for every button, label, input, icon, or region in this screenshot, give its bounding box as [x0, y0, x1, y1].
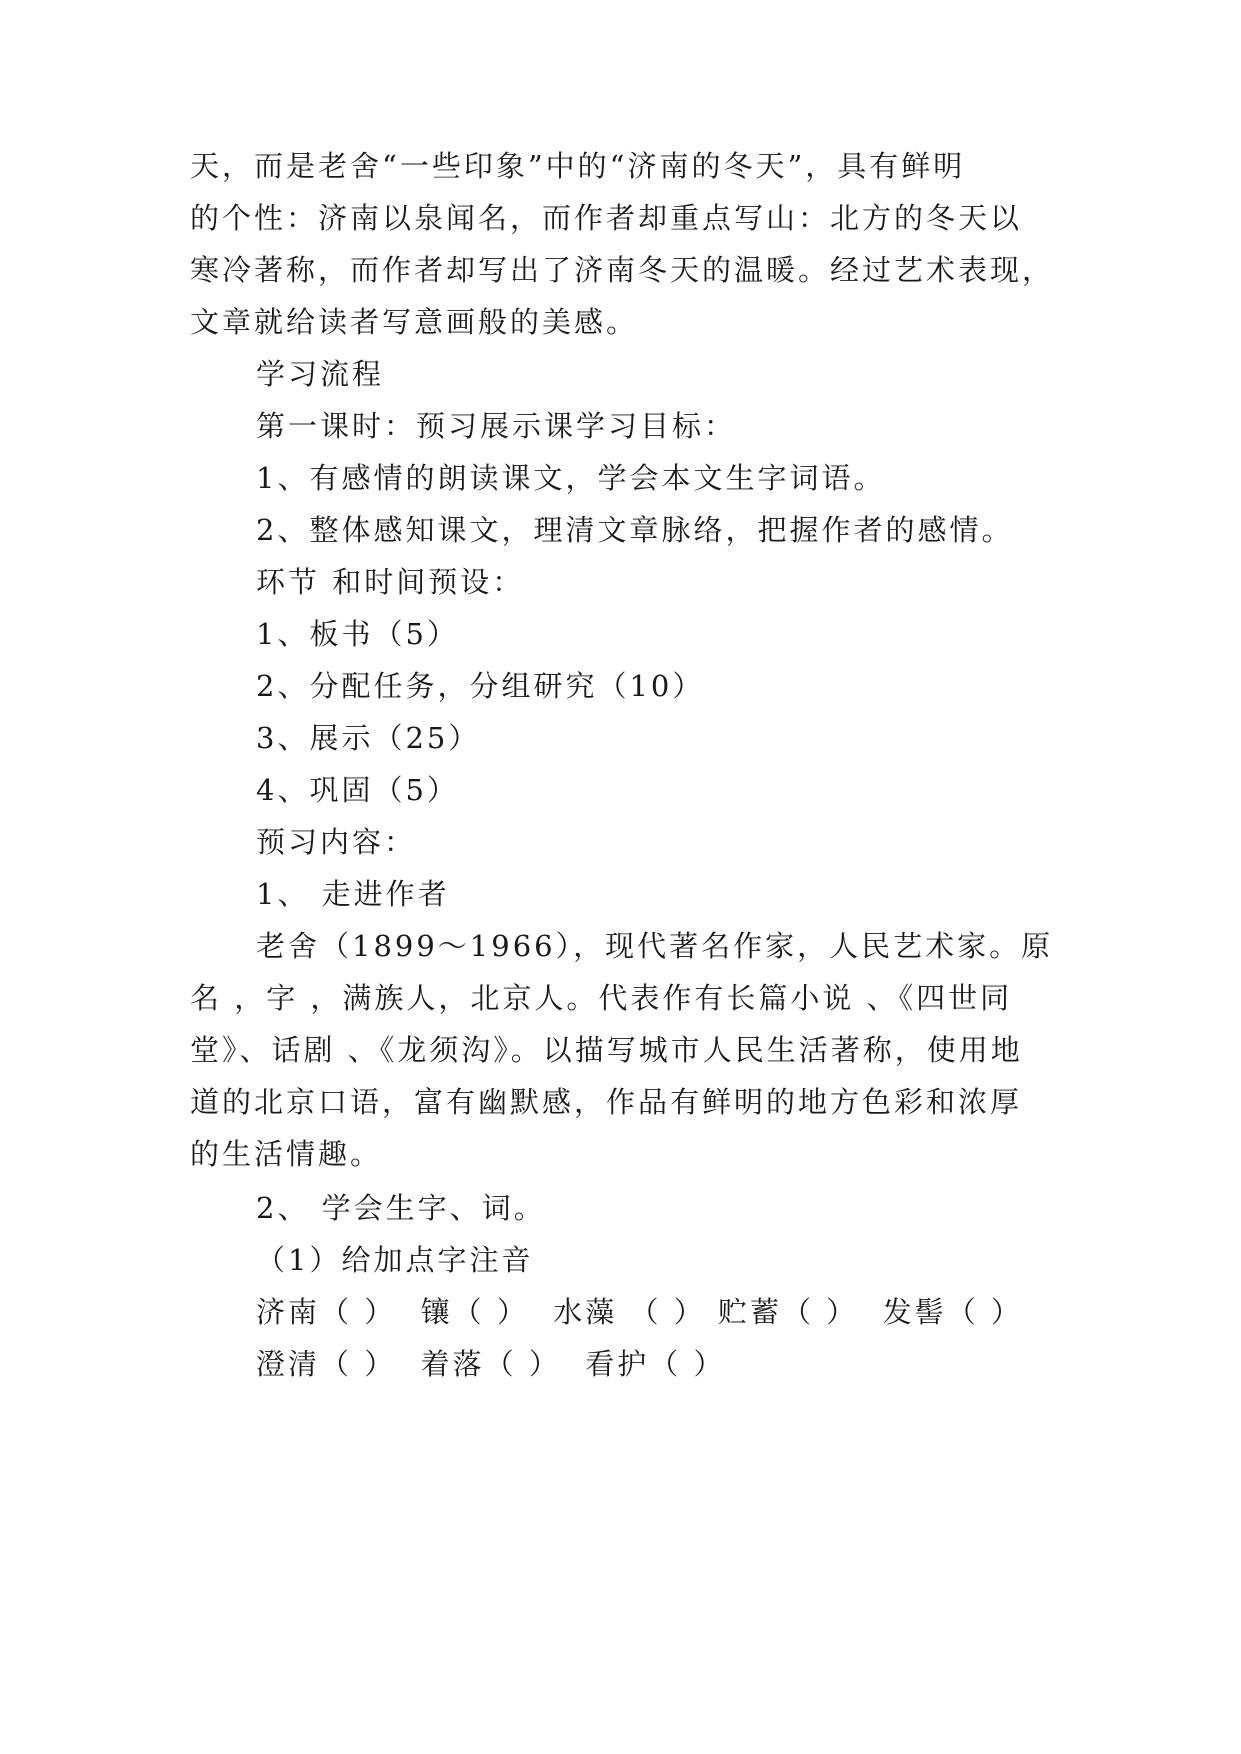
exercise-heading: （1）给加点字注音	[256, 1243, 534, 1277]
subsection-heading: 2、 学会生字、词。	[256, 1191, 546, 1225]
section-heading: 环节 和时间预设：	[256, 565, 525, 599]
goal-item: 2、整体感知课文，理清文章脉络，把握作者的感情。	[256, 513, 1014, 547]
section-heading: 预习内容：	[256, 825, 417, 859]
paragraph-line: 的生活情趣。	[190, 1137, 383, 1171]
paragraph-line: 堂》、话剧 、《龙须沟》。以描写城市人民生活著称，使用地	[190, 1033, 1023, 1067]
paragraph-line: 寒冷著称，而作者却写出了济南冬天的温暖。经过艺术表现，	[190, 253, 1055, 287]
exercise-line: 澄清（ ） 着落（ ） 看护（ ）	[256, 1347, 726, 1381]
paragraph-line: 名 ，字 ，满族人，北京人。代表作有长篇小说 、《四世同	[190, 981, 1013, 1015]
step-item: 3、展示（25）	[256, 721, 481, 755]
step-item: 1、板书（5）	[256, 617, 459, 651]
section-heading: 学习流程	[256, 357, 385, 391]
paragraph-line: 道的北京口语，富有幽默感，作品有鲜明的地方色彩和浓厚	[190, 1085, 1023, 1119]
paragraph-line: 天，而是老舍“一些印象”中的“济南的冬天”，具有鲜明	[190, 149, 966, 183]
paragraph-line: 的个性：济南以泉闻名，而作者却重点写山：北方的冬天以	[190, 201, 1023, 235]
goal-item: 1、有感情的朗读课文，学会本文生字词语。	[256, 461, 886, 495]
lesson-heading: 第一课时：预习展示课学习目标：	[256, 409, 737, 443]
exercise-line: 济南（ ） 镶（ ） 水藻 （ ） 贮蓄（ ） 发髻（ ）	[256, 1295, 1023, 1329]
subsection-heading: 1、 走进作者	[256, 877, 450, 911]
paragraph-line: 文章就给读者写意画般的美感。	[190, 305, 639, 339]
paragraph-line: 老舍（1899～1966），现代著名作家，人民艺术家。原	[256, 929, 1054, 963]
step-item: 4、巩固（5）	[256, 773, 459, 807]
step-item: 2、分配任务，分组研究（10）	[256, 669, 705, 703]
